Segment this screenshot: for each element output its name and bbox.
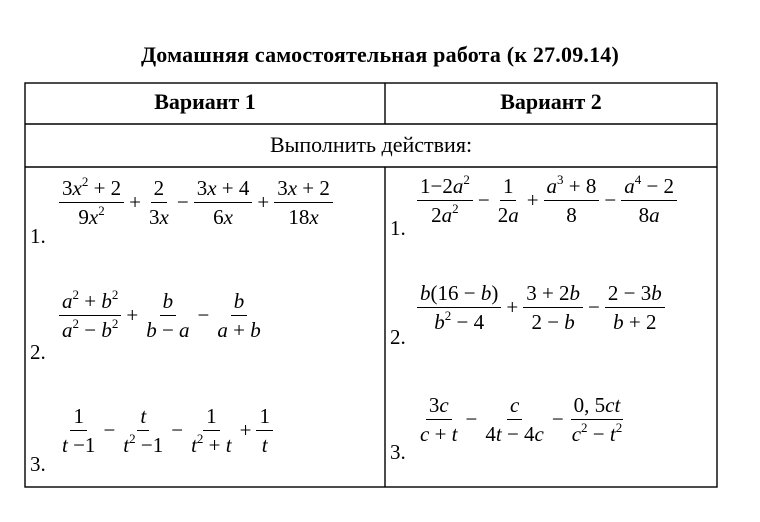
- variant-1-exercise-1: $\frac{3x^2 + 2}{9x^2}$ + $\frac{2}{3x}$ − $\frac{3x + 4}{6x}$ + $\frac{3x + 2}{18x}$: [56, 176, 336, 229]
- variant-1-exercise-2: $\frac{a^2 + b^2}{a^2 - b^2}$ + $\frac{b}{b - a}$ − $\frac{b}{a + b}$: [56, 289, 267, 342]
- exercise-1-label-v2: 1.: [390, 216, 406, 240]
- variant-2-exercise-1: $\frac{1-2a^2}{2a^2}$ − $\frac{1}{2a}$ + $\frac{a^3 + 8}{8}$ − $\frac{a^4 - 2}{8a}$: [414, 174, 680, 227]
- exercise-3-label: 3.: [30, 452, 46, 476]
- exercise-2-label-v2: 2.: [390, 325, 406, 349]
- exercise-2-label: 2.: [30, 340, 46, 364]
- exercise-1-label: 1.: [30, 224, 46, 248]
- exercise-3-label-v2: 3.: [390, 440, 406, 464]
- variant-1-exercise-3: $\frac{1}{t -1}$ − $\frac{t}{t^2 -1}$ − $\frac{1}{t^2 + t}$ + $\frac{1}{t}$: [56, 404, 276, 457]
- page-title: Домашняя самостоятельная работа (к 27.09.14): [140, 42, 620, 67]
- variant-2-exercise-2: $\frac{b(16 - b)}{b^2 - 4}$ + $\frac{3 + 2b}{2 - b}$ − $\frac{2 - 3b}{b + 2}$: [414, 281, 668, 334]
- header-variant-2: Вариант 2: [500, 89, 602, 114]
- variant-2-exercise-3: $\frac{3c}{c + t}$ − $\frac{c}{4t - 4c}$ − $\frac{0, 5ct}{c^2 - t^2}$: [420, 393, 623, 447]
- header-variant-1: Вариант 1: [154, 89, 256, 114]
- instruction-text: Выполнить действия:: [269, 132, 473, 157]
